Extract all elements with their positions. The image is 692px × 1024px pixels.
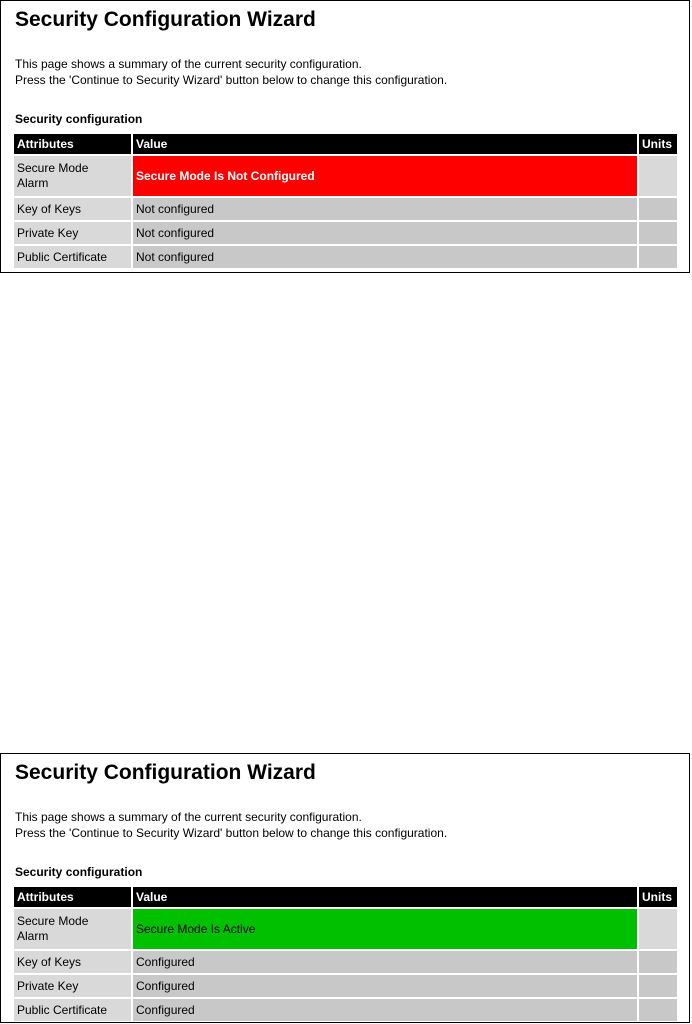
key-of-keys-value: Not configured bbox=[133, 198, 637, 220]
column-header-value: Value bbox=[133, 887, 637, 907]
key-of-keys-value: Configured bbox=[133, 951, 637, 973]
section-heading: Security configuration bbox=[15, 112, 143, 126]
private-key-value: Not configured bbox=[133, 222, 637, 244]
table-row-secure-mode-alarm bbox=[14, 156, 677, 196]
intro-line-2: Press the 'Continue to Security Wizard' button below to change this configuration. bbox=[15, 826, 448, 840]
column-header-attributes: Attributes bbox=[14, 134, 131, 154]
security-config-table bbox=[12, 885, 679, 1023]
units-cell bbox=[639, 246, 677, 268]
column-header-units: Units bbox=[639, 134, 677, 154]
table-row-key-of-keys bbox=[14, 198, 677, 220]
attribute-label-line-2: Alarm bbox=[17, 176, 49, 190]
table-header-row bbox=[14, 134, 677, 154]
attribute-label-secure-mode-alarm bbox=[14, 909, 131, 949]
intro-text bbox=[15, 809, 447, 841]
intro-text bbox=[15, 56, 447, 88]
attribute-label-private-key: Private Key bbox=[14, 222, 131, 244]
section-heading: Security configuration bbox=[15, 865, 143, 879]
security-wizard-panel-configured bbox=[0, 753, 690, 1023]
private-key-value: Configured bbox=[133, 975, 637, 997]
units-cell bbox=[639, 999, 677, 1021]
column-header-attributes: Attributes bbox=[14, 887, 131, 907]
intro-line-1: This page shows a summary of the current security configuration. bbox=[15, 57, 362, 71]
secure-mode-status-value: Secure Mode Is Active bbox=[133, 909, 637, 949]
attribute-label-key-of-keys: Key of Keys bbox=[14, 198, 131, 220]
table-row-key-of-keys bbox=[14, 951, 677, 973]
units-cell bbox=[639, 975, 677, 997]
security-wizard-panel-unconfigured bbox=[0, 0, 690, 273]
units-cell bbox=[639, 198, 677, 220]
page-title: Security Configuration Wizard bbox=[15, 761, 316, 784]
attribute-label-secure-mode-alarm bbox=[14, 156, 131, 196]
public-certificate-value: Configured bbox=[133, 999, 637, 1021]
units-cell bbox=[639, 222, 677, 244]
page-title: Security Configuration Wizard bbox=[15, 8, 316, 31]
secure-mode-status-value: Secure Mode Is Not Configured bbox=[133, 156, 637, 196]
attribute-label-private-key: Private Key bbox=[14, 975, 131, 997]
attribute-label-key-of-keys: Key of Keys bbox=[14, 951, 131, 973]
units-cell bbox=[639, 909, 677, 949]
table-row-private-key bbox=[14, 975, 677, 997]
attribute-label-line-1: Secure Mode bbox=[17, 914, 89, 928]
table-row-private-key bbox=[14, 222, 677, 244]
table-row-public-certificate bbox=[14, 246, 677, 268]
units-cell bbox=[639, 156, 677, 196]
attribute-label-public-certificate: Public Certificate bbox=[14, 999, 131, 1021]
intro-line-1: This page shows a summary of the current security configuration. bbox=[15, 810, 362, 824]
units-cell bbox=[639, 951, 677, 973]
public-certificate-value: Not configured bbox=[133, 246, 637, 268]
table-row-secure-mode-alarm bbox=[14, 909, 677, 949]
security-config-table bbox=[12, 132, 679, 270]
attribute-label-line-1: Secure Mode bbox=[17, 161, 89, 175]
intro-line-2: Press the 'Continue to Security Wizard' button below to change this configuration. bbox=[15, 73, 448, 87]
table-row-public-certificate bbox=[14, 999, 677, 1021]
attribute-label-public-certificate: Public Certificate bbox=[14, 246, 131, 268]
column-header-units: Units bbox=[639, 887, 677, 907]
column-header-value: Value bbox=[133, 134, 637, 154]
table-header-row bbox=[14, 887, 677, 907]
attribute-label-line-2: Alarm bbox=[17, 929, 49, 943]
